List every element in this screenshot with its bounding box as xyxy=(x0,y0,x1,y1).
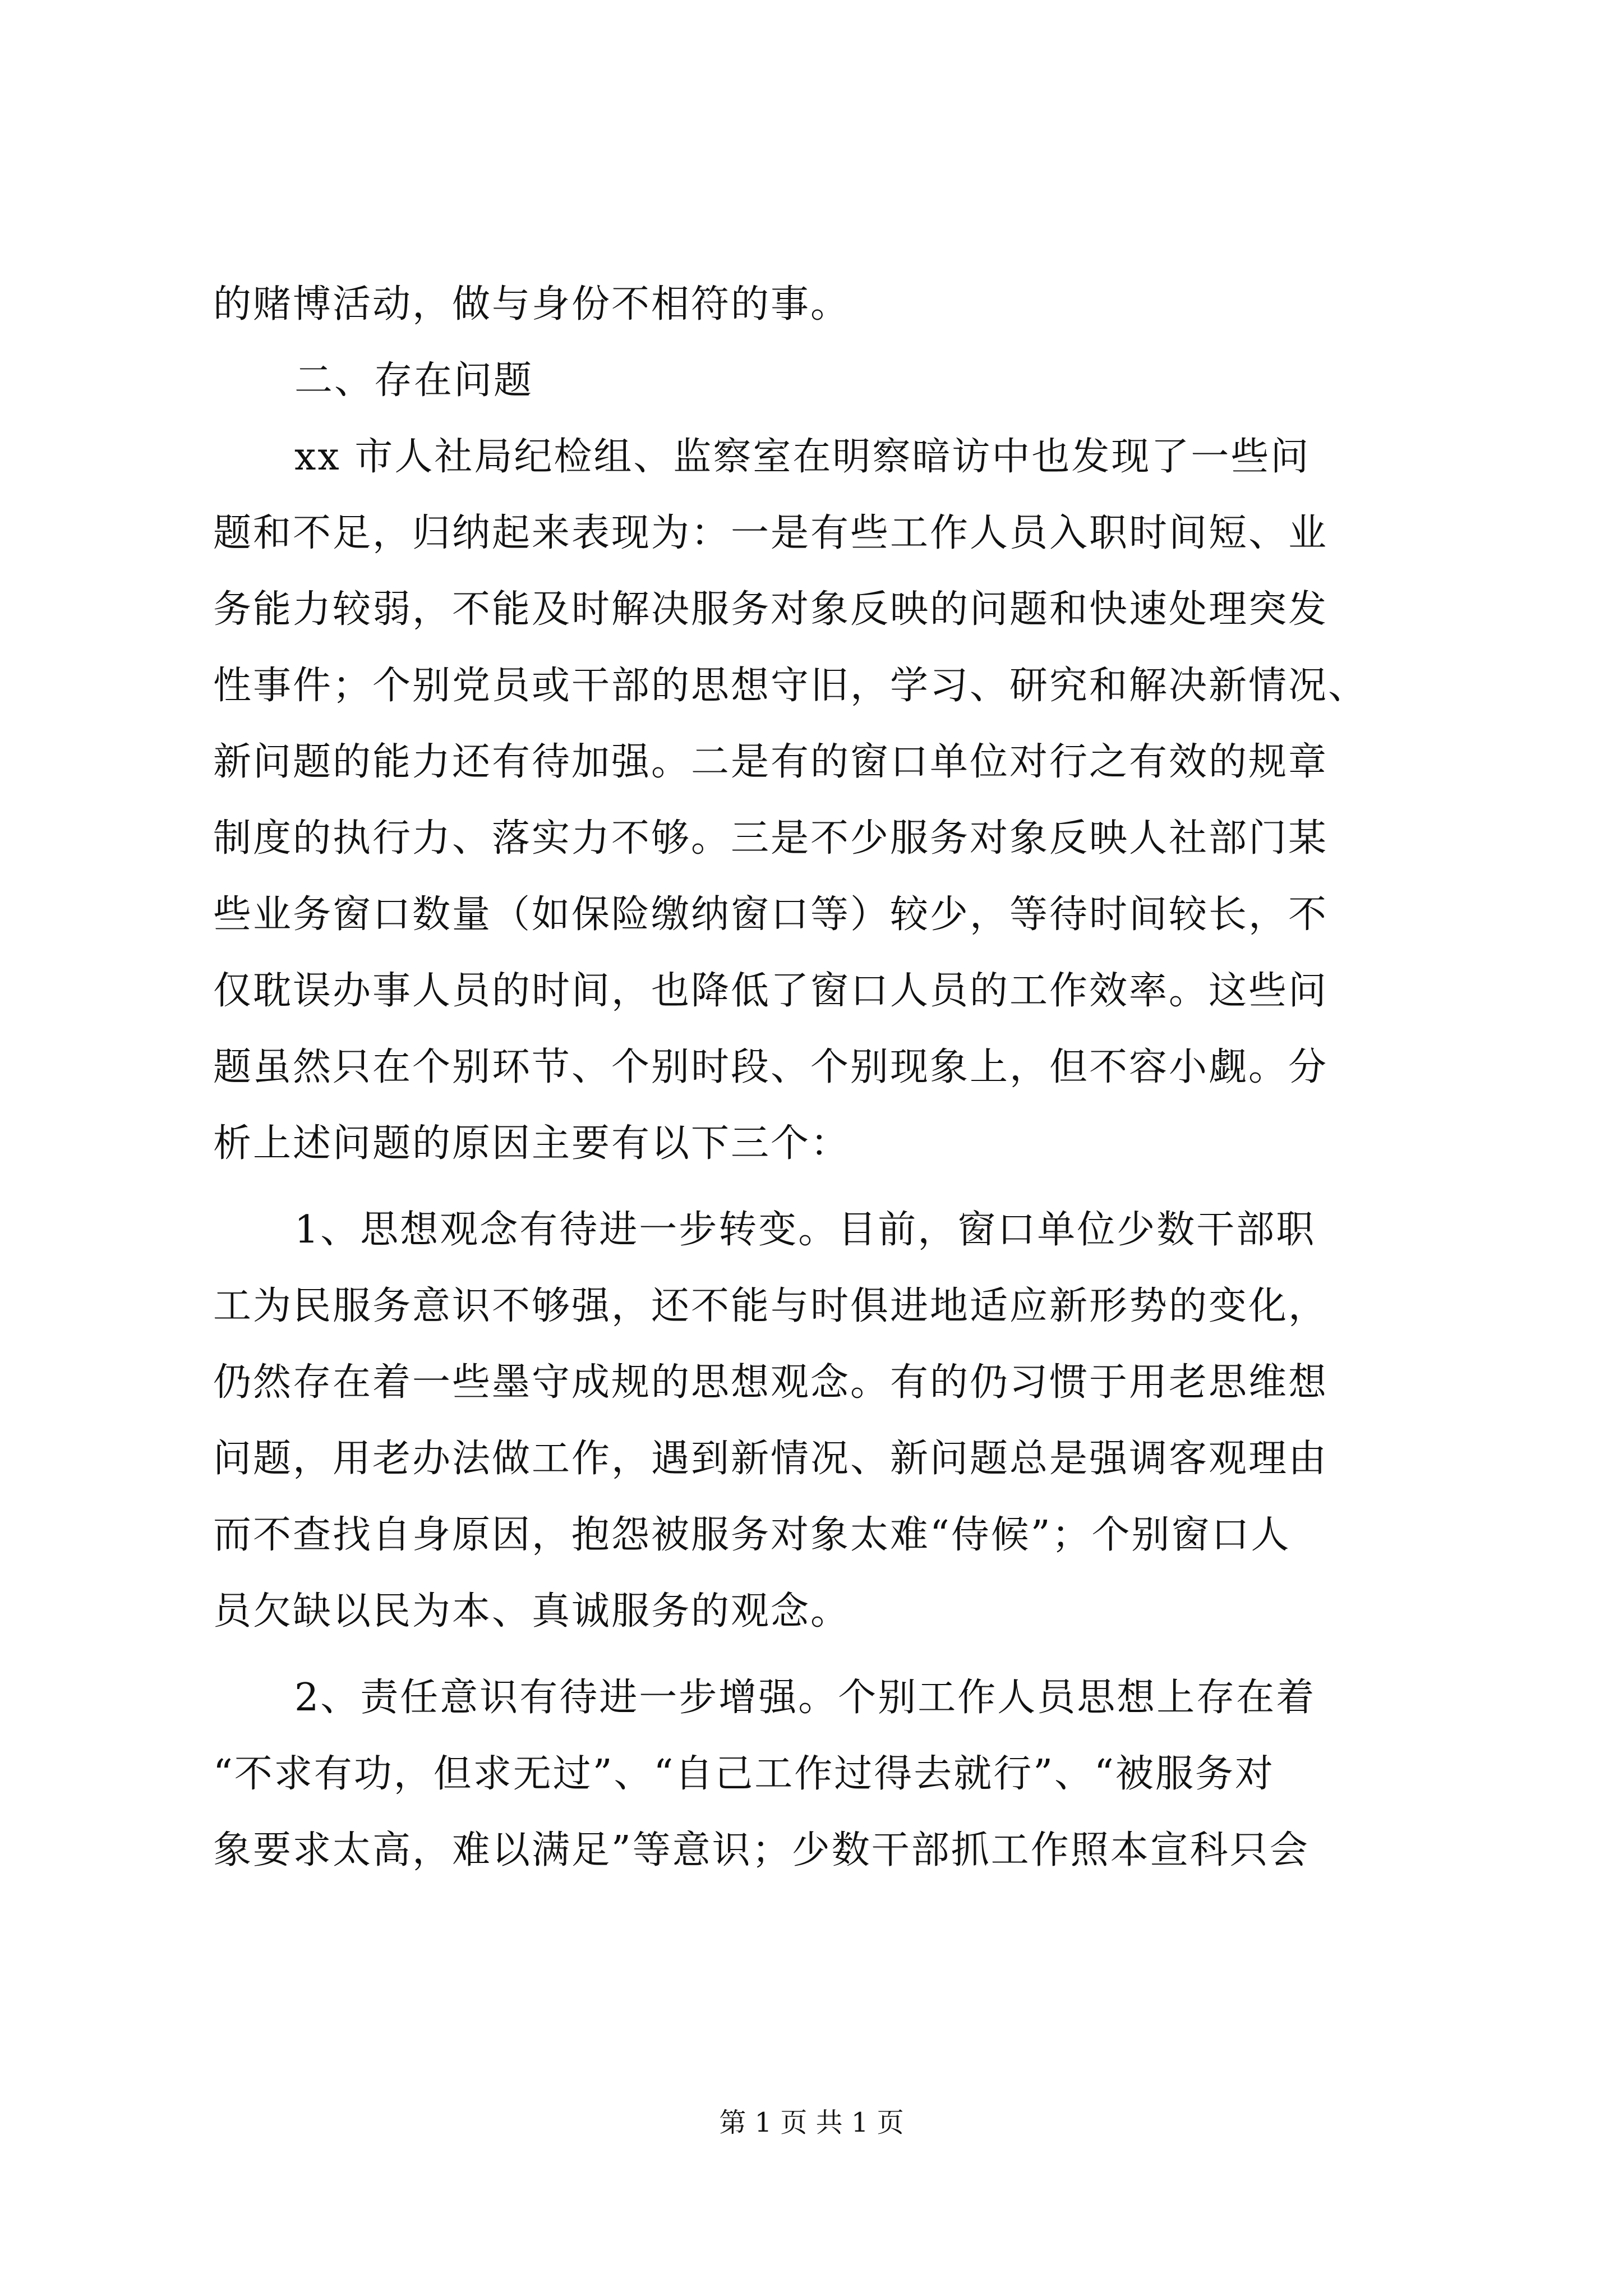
text-line: 问题，用老办法做工作，遇到新情况、新问题总是强调客观理由 xyxy=(213,1437,1329,1481)
text-line: 新问题的能力还有待加强。二是有的窗口单位对行之有效的规章 xyxy=(213,740,1329,784)
page-footer xyxy=(0,2101,1623,2139)
paragraph-start-line: xx 市人社局纪检组、监察室在明察暗访中也发现了一些问 xyxy=(294,435,1311,479)
text-line: 工为民服务意识不够强，还不能与时俱进地适应新形势的变化， xyxy=(213,1284,1329,1328)
text-line: 务能力较弱，不能及时解决服务对象反映的问题和快速处理突发 xyxy=(213,587,1329,632)
text-line: 的赌博活动，做与身份不相符的事。 xyxy=(213,282,851,326)
text-line: 些业务窗口数量（如保险缴纳窗口等）较少，等待时间较长，不 xyxy=(213,892,1329,937)
text-line: 性事件；个别党员或干部的思想守旧，学习、研究和解决新情况、 xyxy=(213,664,1368,708)
text-line: 而不查找自身原因，抱怨被服务对象太难“侍候”；个别窗口人 xyxy=(213,1513,1291,1557)
text-line: 员欠缺以民为本、真诚服务的观念。 xyxy=(213,1589,851,1634)
section-heading: 二、存在问题 xyxy=(294,358,534,403)
page-number: 第 1 页 共 1 页 xyxy=(719,2107,904,2138)
text-line: 仅耽误办事人员的时间，也降低了窗口人员的工作效率。这些问 xyxy=(213,969,1329,1013)
text-line: 析上述问题的原因主要有以下三个： xyxy=(213,1121,851,1166)
document-body xyxy=(213,266,1419,1889)
paragraph-start-line: 2、责任意识有待进一步增强。个别工作人员思想上存在着 xyxy=(294,1676,1316,1720)
text-line: 制度的执行力、落实力不够。三是不少服务对象反映人社部门某 xyxy=(213,816,1329,861)
paragraph-start-line: 1、思想观念有待进一步转变。目前，窗口单位少数干部职 xyxy=(294,1208,1316,1252)
text-line: 题虽然只在个别环节、个别时段、个别现象上，但不容小觑。分 xyxy=(213,1045,1329,1089)
text-line: “不求有功，但求无过”、“自己工作过得去就行”、“被服务对 xyxy=(213,1752,1275,1796)
text-line: 题和不足，归纳起来表现为：一是有些工作人员入职时间短、业 xyxy=(213,511,1329,555)
text-line: 象要求太高，难以满足”等意识；少数干部抓工作照本宣科只会 xyxy=(213,1828,1310,1872)
text-line: 仍然存在着一些墨守成规的思想观念。有的仍习惯于用老思维想 xyxy=(213,1360,1329,1405)
